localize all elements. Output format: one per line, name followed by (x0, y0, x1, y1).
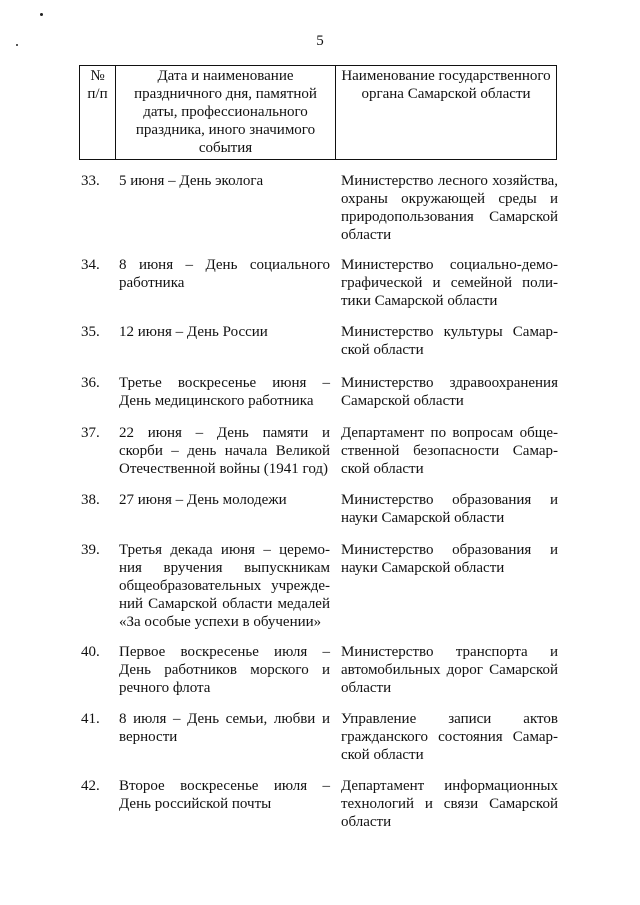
event-cell (119, 323, 330, 341)
row-number: 41. (81, 711, 100, 727)
organization-line: природопользования Самарской (341, 209, 558, 225)
organization-line: Министерство здравоохранения (341, 375, 558, 391)
organization-line: Министерство культуры Самар- (341, 324, 558, 340)
event-line: общеобразовательных учрежде- (119, 578, 330, 594)
organization-cell (341, 374, 558, 410)
organization-line: ственной безопасности Самар- (341, 443, 558, 459)
event-line: 5 июня – День эколога (119, 173, 264, 189)
event-line: 12 июня – День России (119, 324, 268, 340)
organization-line: науки Самарской области (341, 510, 505, 526)
event-line: День российской почты (119, 796, 272, 812)
table-header (79, 65, 557, 160)
page-number: 5 (316, 33, 324, 49)
organization-line: Министерство образования и (341, 542, 558, 558)
event-line: скорби – день начала Великой (119, 443, 330, 459)
header-event-line: даты, профессионального (143, 104, 308, 120)
event-line: Второе воскресенье июля – (119, 778, 330, 794)
organization-line: Министерство лесного хозяйства, (341, 173, 558, 189)
event-line: работника (119, 275, 185, 291)
event-line: ния вручения выпускникам (119, 560, 330, 576)
event-line: 27 июня – День молодежи (119, 492, 287, 508)
event-cell (119, 374, 330, 410)
organization-line: ской области (341, 461, 424, 477)
header-event-line: события (198, 140, 253, 156)
organization-line: тики Самарской области (341, 293, 498, 309)
organization-cell (341, 491, 558, 527)
header-org-line: Наименование государственного (341, 68, 551, 84)
organization-line: графической и семейной поли- (341, 275, 558, 291)
header-num-line: № (90, 68, 105, 84)
organization-cell (341, 424, 558, 478)
event-line: Первое воскресенье июля – (119, 644, 330, 660)
event-cell (119, 541, 330, 631)
event-line: 8 июня – День социального (119, 257, 330, 273)
header-event-cell (116, 66, 336, 160)
event-line: 8 июля – День семьи, любви и (119, 711, 330, 727)
header-event-line: праздника, иного значимого (135, 122, 316, 138)
organization-line: Министерство образования и (341, 492, 558, 508)
header-event-line: Дата и наименование (157, 68, 294, 84)
organization-line: Департамент информационных (341, 778, 558, 794)
header-org-line: органа Самарской области (361, 86, 531, 102)
organization-cell (341, 777, 558, 831)
event-cell (119, 424, 330, 478)
row-number: 38. (81, 492, 100, 508)
organization-line: науки Самарской области (341, 560, 505, 576)
event-line: «За особые успехи в обучении» (119, 614, 322, 630)
event-line: Третья декада июня – церемо- (119, 542, 330, 558)
organization-line: Министерство социально-демо- (341, 257, 558, 273)
row-number: 33. (81, 173, 100, 189)
organization-line: гражданского состояния Самар- (341, 729, 558, 745)
event-line: День работников морского и (119, 662, 330, 678)
organization-line: области (341, 680, 392, 696)
organization-line: Самарской области (341, 393, 464, 409)
header-num-cell (80, 66, 116, 160)
row-number: 40. (81, 644, 100, 660)
row-number: 37. (81, 425, 100, 441)
organization-line: Департамент по вопросам обще- (341, 425, 558, 441)
header-org-cell (336, 66, 557, 160)
row-number: 34. (81, 257, 100, 273)
event-cell (119, 643, 330, 697)
event-line: верности (119, 729, 178, 745)
event-line: 22 июня – День памяти и (119, 425, 330, 441)
organization-line: охраны окружающей среды и (341, 191, 558, 207)
row-number: 36. (81, 375, 100, 391)
row-number: 39. (81, 542, 100, 558)
header-event-line: праздничного дня, памятной (134, 86, 317, 102)
event-cell (119, 256, 330, 292)
organization-line: ской области (341, 747, 424, 763)
organization-cell (341, 541, 558, 577)
organization-cell (341, 172, 558, 244)
event-cell (119, 777, 330, 813)
organization-cell (341, 256, 558, 310)
event-line: Третье воскресенье июня – (119, 375, 330, 391)
event-line: ний Самарской области медалей (119, 596, 330, 612)
organization-cell (341, 710, 558, 764)
scan-speck (40, 13, 43, 16)
event-line: День медицинского работника (119, 393, 314, 409)
row-number: 42. (81, 778, 100, 794)
organization-line: области (341, 814, 392, 830)
organization-line: ской области (341, 342, 424, 358)
event-cell (119, 710, 330, 746)
organization-line: Управление записи актов (341, 711, 558, 727)
organization-line: автомобильных дорог Самарской (341, 662, 558, 678)
event-cell (119, 491, 330, 509)
organization-cell (341, 643, 558, 697)
organization-line: технологий и связи Самарской (341, 796, 558, 812)
event-line: Отечественной войны (1941 год) (119, 461, 329, 477)
organization-cell (341, 323, 558, 359)
event-line: речного флота (119, 680, 211, 696)
row-number: 35. (81, 324, 100, 340)
organization-line: области (341, 227, 392, 243)
organization-line: Министерство транспорта и (341, 644, 558, 660)
header-num-line: п/п (87, 86, 108, 102)
event-cell (119, 172, 330, 190)
